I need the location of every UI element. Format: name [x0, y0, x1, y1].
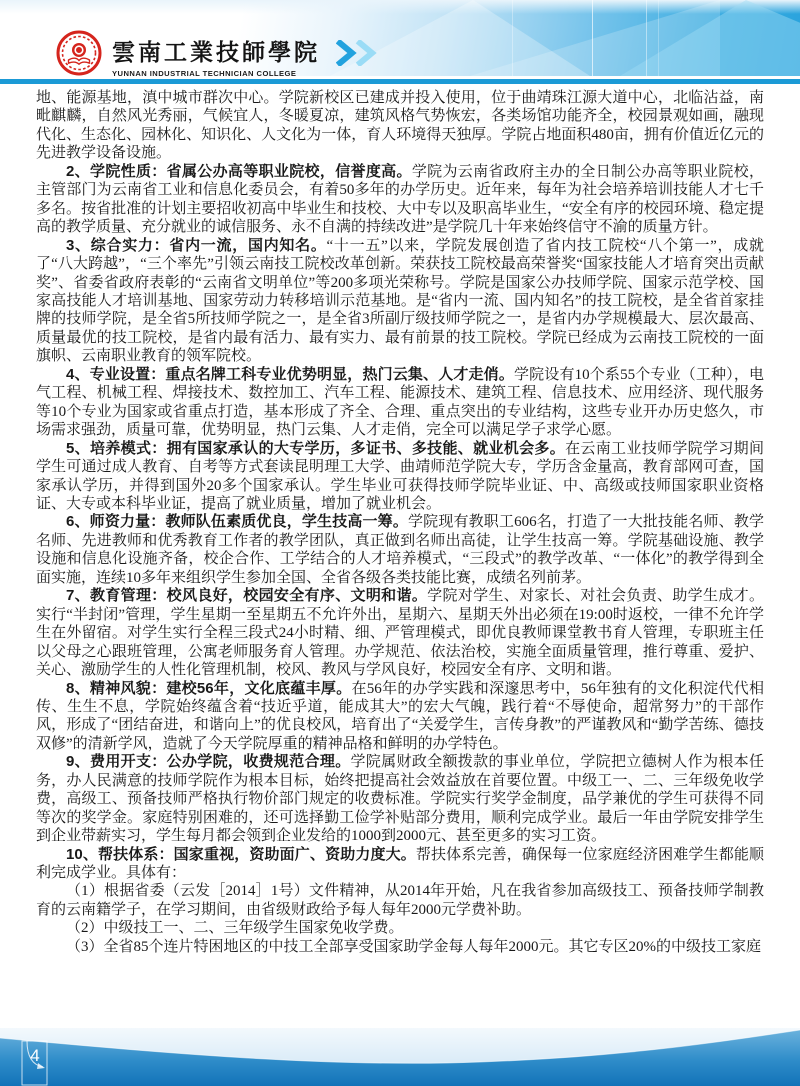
document-body	[36, 89, 764, 956]
body-paragraph	[36, 938, 764, 956]
body-paragraph	[36, 680, 764, 754]
college-name-zh: 雲南工業技師學院	[112, 38, 320, 66]
header-art-line	[646, 0, 647, 76]
body-paragraph	[36, 587, 764, 679]
body-paragraph	[36, 882, 764, 919]
paragraph-text: （3）全省85个连片特困地区的中技工全部享受国家助学金每人每年2000元。其它专区20%的中级技工家庭	[66, 938, 761, 955]
paragraph-text: 学院现有教职工606名，打造了一大批技能名师、教学名师、先进教师和优秀教育工作者的教学团队，真正做到名师出高徒，让学生技高一筹。学院基础设施、教学设施和信息化设施齐备，校企合作、工学结合的人才培养模式，“三段式”的教学改革、“一体化”的教学得到全面实施，连续10多年来组织学生参加全国、全省各级各类技能比赛，成绩名列前茅。	[36, 514, 764, 586]
footer-wave-art	[0, 1028, 800, 1086]
paragraph-lead: 3、综合实力：省内一流，国内知名。	[66, 236, 327, 254]
paragraph-lead: 10、帮扶体系：国家重视，资助面广、资助力度大。	[66, 845, 416, 863]
page-header	[0, 0, 800, 84]
paragraph-lead: 2、学院性质：省属公办高等职业院校，信誉度高。	[66, 162, 412, 180]
paragraph-text: “十一五”以来，学院发展创造了省内技工院校“八个第一”，成就了“八大跨越”，“三个率先”引领云南技工院校改革创新。荣获技工院校最高荣誉奖“国家技能人才培育突出贡献奖”、省委省政府表彰的“云南省文明单位”等200多项光荣称号。学院是国家公办技师学院、国家示范学校、国家高技能人才培训基地、国家劳动力转移培训示范基地。是“省内一流、国内知名”的技工院校，是全省首家挂牌的技师学院，是全省5所技师学院之一，是全省3所副厅级技师学院之一，是省内办学规模最大、层次最高、质量最优的技工院校，是省内最有活力、最有实力、最有前景的技工院校。学院已经成为云南技工院校的一面旗帜、云南职业教育的领军院校。	[36, 237, 764, 365]
body-paragraph	[36, 513, 764, 587]
paragraph-lead: 7、教育管理：校风良好，校园安全有序、文明和谐。	[66, 587, 428, 605]
body-paragraph	[36, 753, 764, 845]
paragraph-lead: 8、精神风貌：建校56年，文化底蕴丰厚。	[66, 679, 352, 697]
page-number: 4	[30, 1046, 40, 1065]
college-name-block	[112, 34, 320, 78]
body-paragraph	[36, 846, 764, 883]
header-art-line	[592, 0, 593, 76]
body-paragraph	[36, 163, 764, 237]
body-paragraph	[36, 237, 764, 366]
paragraph-lead: 4、专业设置：重点名牌工科专业优势明显，热门云集、人才走俏。	[66, 365, 514, 383]
header-top-tint	[0, 0, 800, 14]
paragraph-text: 学院属财政全额拨款的事业单位，学院把立德树人作为根本任务，办人民满意的技师学院作为根本目标，始终把提高社会效益放在首要位置。中级工一、二、三年级免收学费，高级工、预备技师严格执行物价部门规定的收费标准。学院实行奖学金制度，品学兼优的学生可获得不同等次的奖学金。家庭特别困难的，还可选择勤工俭学补贴部分费用，顺利完成学业。最后一年由学院安排学生到企业带薪实习，学生每月都会领到企业发给的1000到2000元、甚至更多的实习工资。	[36, 754, 764, 845]
college-name-en: YUNNAN INDUSTRIAL TECHNICIAN COLLEGE	[112, 68, 297, 78]
college-seal-icon	[56, 30, 102, 81]
header-rule	[0, 79, 800, 84]
paragraph-text: 学院对学生、对家长、对社会负责、助学生成才。实行“半封闭”管理，学生星期一至星期五不允许外出，星期六、星期天外出必须在19:00时返校，一律不允许学生在外留宿。对学生实行全程三段式24小时精、细、严管理模式，即优良教师课堂教书育人管理，专职班主任以父母之心跟班管理，公寓老师服务育人管理。办学规范、依法治校，实施全面质量管理，推行尊重、爱护、关心、激励学生的人性化管理机制，校风、教风与学风良好，校园安全有序、文明和谐。	[36, 588, 764, 679]
body-paragraph	[36, 366, 764, 440]
body-paragraph	[36, 89, 764, 163]
double-right-chevrons-icon	[336, 40, 380, 71]
paragraph-text: 帮扶体系完善，确保每一位家庭经济困难学生都能顺利完成学业。具体有：	[36, 846, 764, 882]
paragraph-lead: 5、培养模式：拥有国家承认的大专学历，多证书、多技能、就业机会多。	[66, 439, 566, 457]
college-logo	[56, 30, 380, 81]
paragraph-text: （2）中级技工一、二、三年级学生国家免收学费。	[66, 920, 404, 937]
paragraph-lead: 9、费用开支：公办学院，收费规范合理。	[66, 753, 351, 771]
body-paragraph	[36, 919, 764, 937]
header-art-line	[658, 0, 659, 76]
paragraph-text: 在云南工业技师学院学习期间学生可通过成人教育、自考等方式套读昆明理工大学、曲靖师范学院大专，学历含金量高，教育部网可查，国家承认学历，并得到国外20多个国家承认。学生毕业可获得技师学院毕业证、中、高级或技师国家职业资格证、大专或本科毕业证，提高了就业质量，增加了就业机会。	[36, 440, 764, 512]
paragraph-text: 学院为云南省政府主办的全日制公办高等职业院校，主管部门为云南省工业和信息化委员会，有着50多年的办学历史。近年来，每年为社会培养培训技能人才七千多名。按省批准的计划主要招收初高中毕业生和技校、大中专以及职高毕业生，“安全有序的校园环境、稳定提高的教学质量、充分就业的诚信服务、永不自满的持续改进”是学院几十年来始终信守不渝的质量方针。	[36, 163, 764, 236]
paragraph-text: 学院设有10个系55个专业（工种），电气工程、机械工程、焊接技术、数控加工、汽车工程、能源技术、建筑工程、信息技术、应用经济、现代服务等10个专业为国家或省重点打造，基本形成了齐全、合理、重点突出的专业结构，这些专业开办历史悠久，市场需求强劲，质量可靠，优势明显，热门云集、人才走俏，完全可以满足学子求学心愿。	[36, 366, 764, 439]
paragraph-lead: 6、师资力量：教师队伍素质优良，学生技高一筹。	[66, 513, 408, 531]
paragraph-text: 地、能源基地，滇中城市群次中心。学院新校区已建成并投入使用，位于曲靖珠江源大道中心，北临沾益，南毗麒麟，自然风光秀丽，气候宜人，冬暖夏凉，建筑风格气势恢宏，各类场馆功能齐全，校园景观如画，融现代化、生态化、园林化、知识化、人文化为一体，育人环境得天独厚。学院占地面积480亩，拥有价值近亿元的先进教学设备设施。	[36, 90, 764, 162]
body-paragraph	[36, 440, 764, 514]
header-art-line	[512, 0, 513, 76]
paragraph-text: 在56年的办学实践和深邃思考中，56年独有的文化积淀代代相传、生生不息，学院始终蕴含着“技近乎道，能成其大”的宏大气魄，践行着“不辱使命，超常努力”的干部作风，形成了“团结奋进，和谐向上”的优良校风，培育出了“关爱学生，言传身教”的严谨教风和“勤学苦练、德技双修”的清新学风，造就了今天学院厚重的精神品格和鲜明的办学特色。	[36, 680, 764, 752]
page-footer	[0, 1028, 800, 1086]
paragraph-text: （1）根据省委（云发［2014］1号）文件精神，从2014年开始，凡在我省参加高级技工、预备技师学制教育的云南籍学子，在学习期间，由省级财政给予每人每年2000元学费补助。	[36, 883, 764, 918]
